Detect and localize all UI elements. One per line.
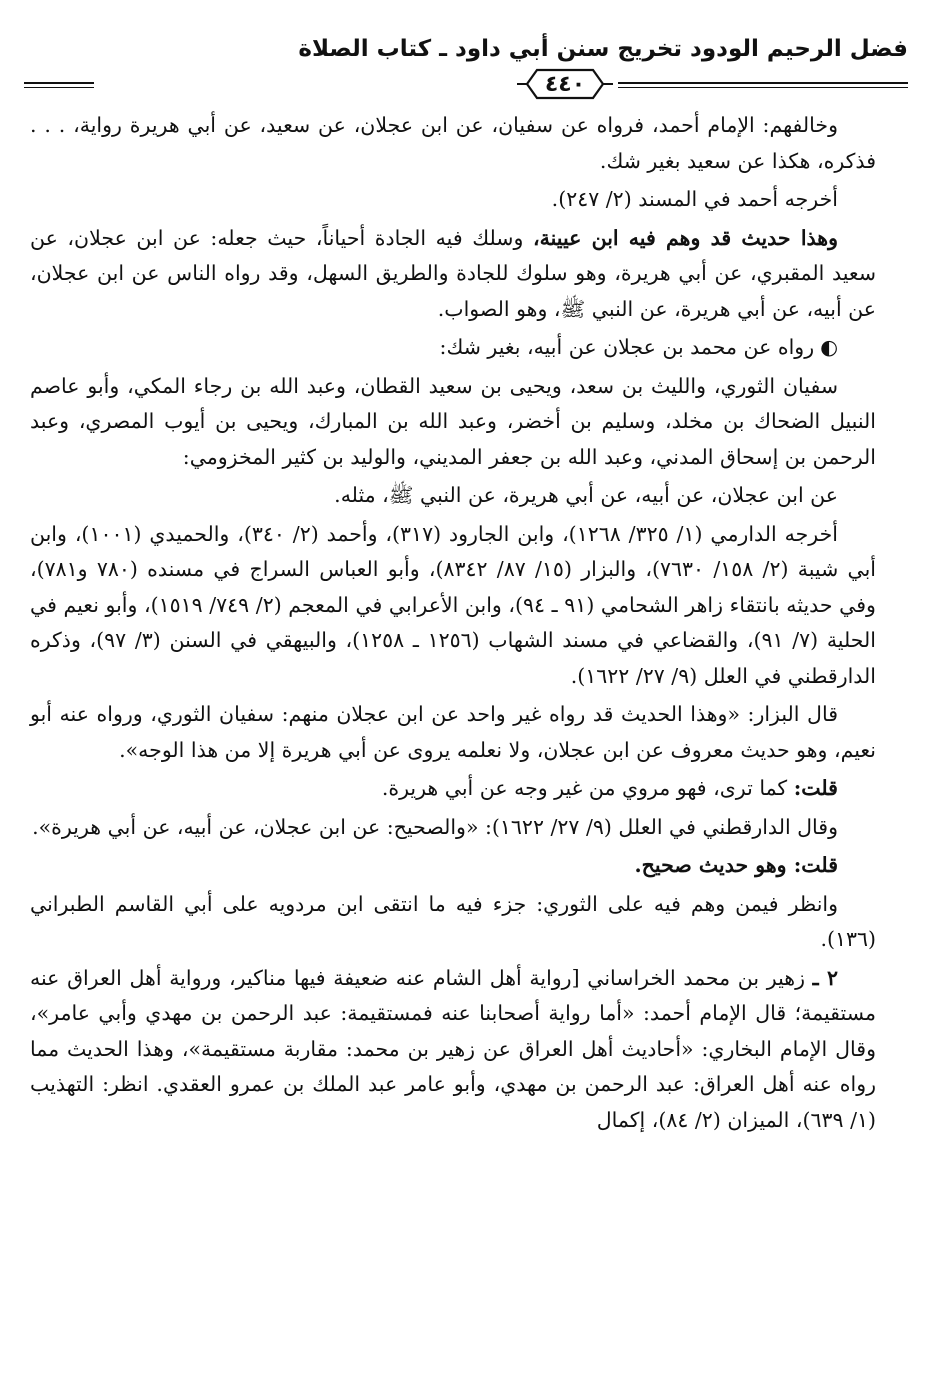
- paragraph-bold-lead: قلت: وهو حديث صحيح.: [634, 853, 838, 877]
- page-header: [24, 28, 908, 98]
- page-number-badge: [517, 64, 613, 104]
- paragraph: [30, 848, 876, 884]
- page-body: [30, 108, 876, 1141]
- paragraph: [30, 182, 876, 218]
- paragraph: [30, 961, 876, 1139]
- paragraph: [30, 330, 876, 366]
- paragraph: [30, 478, 876, 514]
- paragraph-bold-lead: وهذا حديث قد وهم فيه ابن عيينة،: [532, 225, 838, 250]
- paragraph-text: وخالفهم: الإمام أحمد، فرواه عن سفيان، عن ابن عجلان، عن سعيد، عن أبي هريرة رواية، . . . فذكره، هكذا عن سعيد بغير شك.: [30, 113, 876, 173]
- paragraph: [30, 369, 876, 476]
- paragraph-text: وانظر فيمن وهم فيه على الثوري: جزء فيه ما انتقى ابن مردويه على أبي القاسم الطبراني (١٣٦).: [30, 891, 876, 951]
- paragraph-text: سفيان الثوري، والليث بن سعد، ويحيى بن سعيد القطان، وعبد الله بن رجاء المكي، وأبو عاصم النبيل الضحاك بن مخلد، وسليم بن أخضر، وعبد الله بن المبارك، ويحيى بن أيوب المصري، وعبد الرحمن بن إسحاق المدني، وعبد الله بن جعفر المديني، والوليد بن كثير المخزومي:: [30, 373, 876, 469]
- page-number: ٤٤٠: [544, 71, 586, 97]
- header-rule-right: [618, 82, 908, 88]
- header-rule-left: [24, 82, 94, 88]
- paragraph: [30, 108, 876, 179]
- paragraph: [30, 887, 876, 958]
- paragraph-text: رواه عن محمد بن عجلان عن أبيه، بغير شك:: [439, 335, 815, 359]
- paragraph-text: قال البزار: «وهذا الحديث قد رواه غير واحد عن ابن عجلان منهم: سفيان الثوري، ورواه عنه أبو نعيم، وهو حديث معروف عن ابن عجلان، ولا نعلمه يروى عن أبي هريرة إلا من هذا الوجه».: [30, 702, 876, 762]
- paragraph-text: أخرجه الدارمي (١/ ٣٢٥/ ١٢٦٨)، وابن الجارود (٣١٧)، وأحمد (٢/ ٣٤٠)، والحميدي (١٠٠١)، وابن أبي شيبة (٢/ ١٥٨/ ٧٦٣٠)، والبزار (١٥/ ٨٧/ ٨٣٤٢)، وأبو العباس السراج في مسنده (٧٨٠ و٧٨١)، وفي حديثه بانتقاء زاهر الشحامي (٩١ ـ ٩٤)، وابن الأعرابي في المعجم (٢/ ٧٤٩/ ١٥١٩)، وأبو نعيم في الحلية (٧/ ٩١)، والقضاعي في مسند الشهاب (١٢٥٦ ـ ١٢٥٨)، والبيهقي في السنن (٣/ ٩٧)، وذكره الدارقطني في العلل (٩/ ٢٧/ ١٦٢٢).: [30, 521, 876, 688]
- paragraph-text: كما ترى، فهو مروي من غير وجه عن أبي هريرة.: [381, 776, 794, 800]
- paragraph-text: أخرجه أحمد في المسند (٢/ ٢٤٧).: [551, 187, 838, 211]
- list-number: ٢ ـ: [812, 965, 838, 990]
- bullet-icon: ◐: [820, 335, 838, 359]
- paragraph-text: وقال الدارقطني في العلل (٩/ ٢٧/ ١٦٢٢): «والصحيح: عن ابن عجلان، عن أبيه، عن أبي هريرة».: [32, 814, 838, 839]
- paragraph: [30, 697, 876, 768]
- paragraph-bold-lead: قلت:: [793, 776, 838, 800]
- paragraph: [30, 221, 876, 328]
- paragraph-text: عن ابن عجلان، عن أبيه، عن أبي هريرة، عن النبي ﷺ، مثله.: [334, 483, 838, 507]
- paragraph: [30, 771, 876, 807]
- paragraph-text: زهير بن محمد الخراساني [رواية أهل الشام عنه ضعيفة فيها مناكير، ورواية أهل العراق عنه مستقيمة؛ قال الإمام أحمد: «أما رواية أصحابنا عنه فمستقيمة: عبد الرحمن بن مهدي وأبي عامر»، وقال الإمام البخاري: «أحاديث أهل العراق عن زهير بن محمد: مقاربة مستقيمة»، وهذا الحديث مما رواه عنه أهل العراق: عبد الرحمن بن مهدي، وأبو عامر عبد الملك بن عمرو العقدي. انظر: التهذيب (١/ ٦٣٩)، الميزان (٢/ ٨٤)، إكمال: [30, 965, 876, 1132]
- paragraph: [30, 810, 876, 846]
- paragraph-text: وسلك فيه الجادة أحياناً، حيث جعله: عن ابن عجلان، عن سعيد المقبري، عن أبي هريرة، وهو سلوك للجادة والطريق السهل، وقد رواه الناس عن ابن عجلان، عن أبيه، عن أبي هريرة، عن النبي ﷺ، وهو الصواب.: [30, 225, 876, 321]
- paragraph: [30, 517, 876, 695]
- running-title: فضل الرحيم الودود تخريج سنن أبي داود ـ كتاب الصلاة: [298, 36, 908, 62]
